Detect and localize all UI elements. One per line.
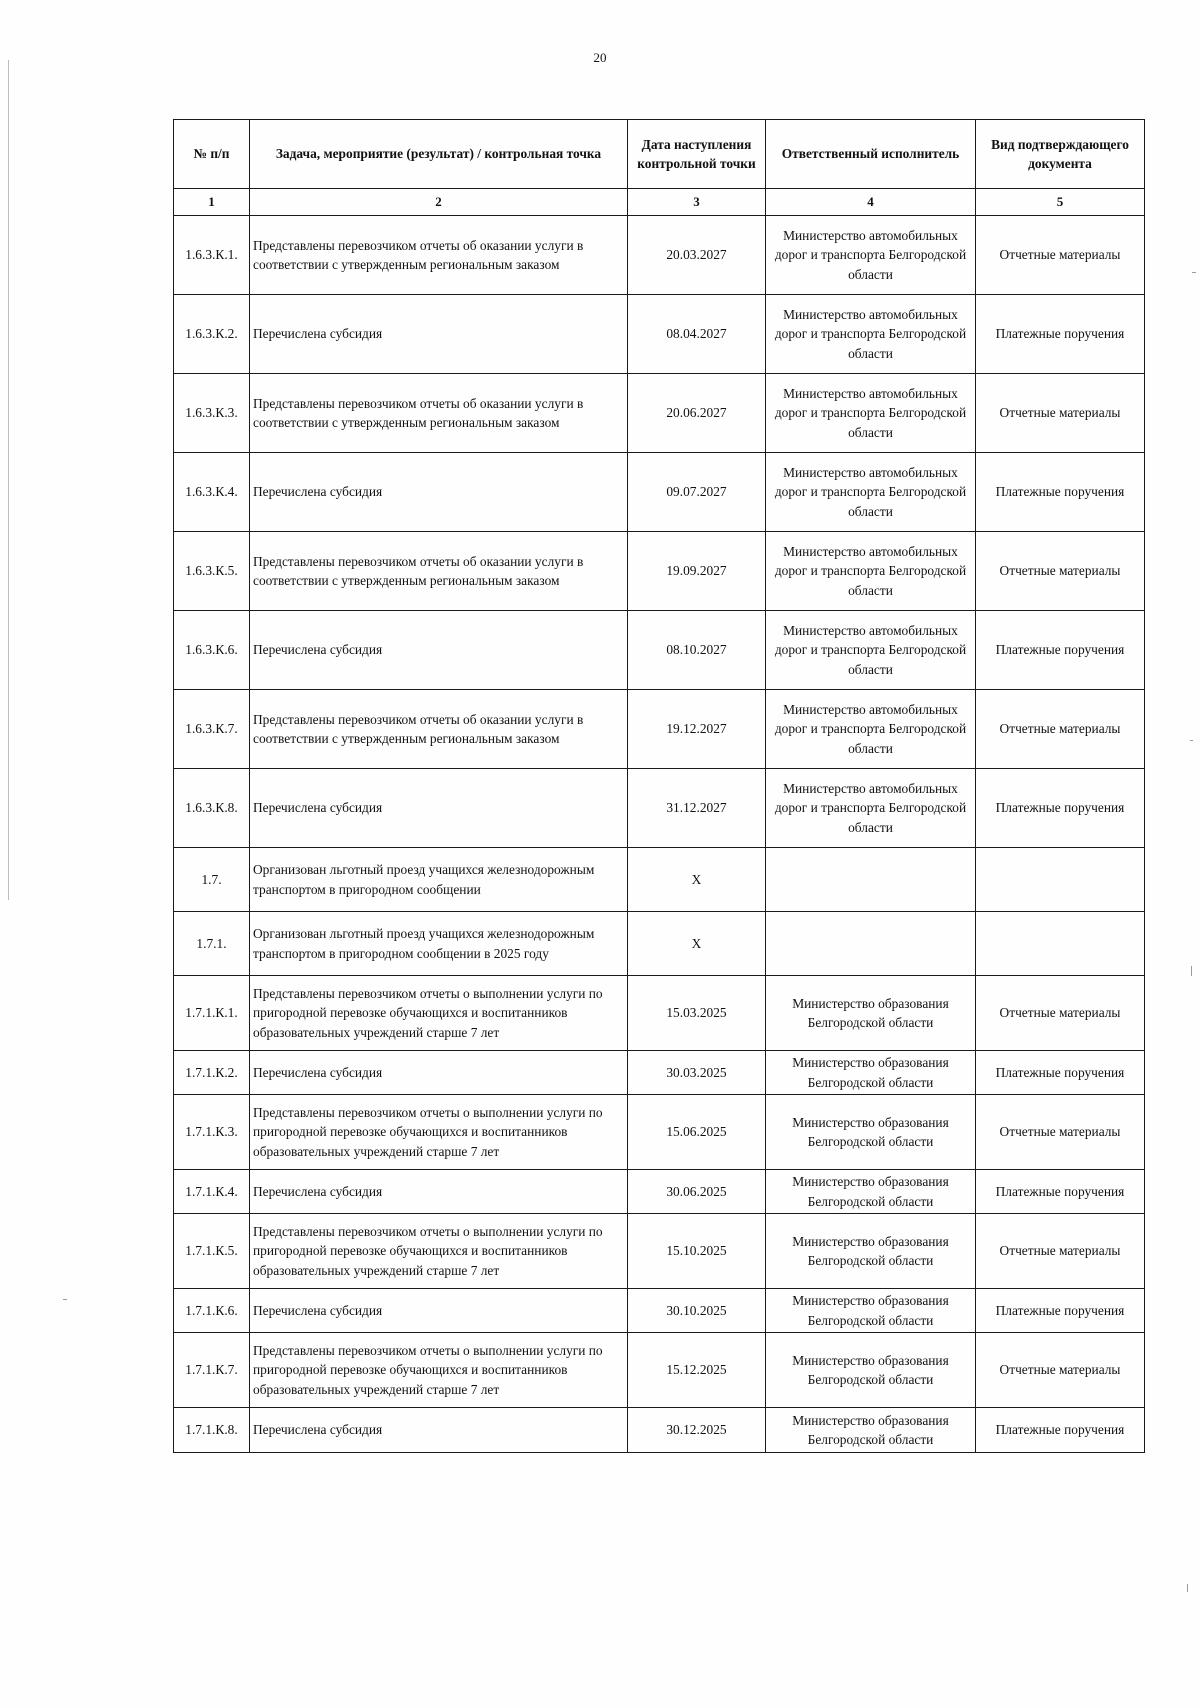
table-row: [174, 453, 1145, 532]
table-row: [174, 1170, 1145, 1214]
row-task: Перечислена субсидия: [250, 1289, 628, 1333]
row-task: Представлены перевозчиком отчеты об оказании услуги в соответствии с утвержденным региональным заказом: [250, 216, 628, 295]
row-date: 08.04.2027: [628, 295, 766, 374]
row-date: 15.03.2025: [628, 976, 766, 1051]
row-responsible: Министерство образования Белгородской области: [766, 1289, 976, 1333]
table-row: [174, 532, 1145, 611]
table-row: [174, 769, 1145, 848]
column-number: 4: [766, 189, 976, 216]
row-task: Перечислена субсидия: [250, 611, 628, 690]
row-number: 1.6.3.К.5.: [174, 532, 250, 611]
row-responsible: [766, 912, 976, 976]
row-document: Платежные поручения: [976, 295, 1145, 374]
row-document: Отчетные материалы: [976, 1095, 1145, 1170]
row-number: 1.6.3.К.1.: [174, 216, 250, 295]
table-row: [174, 912, 1145, 976]
row-document: Отчетные материалы: [976, 532, 1145, 611]
row-number: 1.7.: [174, 848, 250, 912]
row-number: 1.7.1.К.5.: [174, 1214, 250, 1289]
row-task: Представлены перевозчиком отчеты об оказании услуги в соответствии с утвержденным региональным заказом: [250, 690, 628, 769]
row-number: 1.6.3.К.2.: [174, 295, 250, 374]
header-responsible: Ответственный исполнитель: [766, 120, 976, 189]
table-row: [174, 1214, 1145, 1289]
row-responsible: Министерство образования Белгородской области: [766, 1095, 976, 1170]
column-number: 3: [628, 189, 766, 216]
row-document: Платежные поручения: [976, 1408, 1145, 1453]
row-responsible: Министерство образования Белгородской области: [766, 1214, 976, 1289]
row-date: 15.10.2025: [628, 1214, 766, 1289]
row-task: Организован льготный проезд учащихся железнодорожным транспортом в пригородном сообщении: [250, 848, 628, 912]
row-number: 1.7.1.К.6.: [174, 1289, 250, 1333]
table-row: [174, 1289, 1145, 1333]
table-row: [174, 848, 1145, 912]
row-responsible: Министерство автомобильных дорог и транспорта Белгородской области: [766, 216, 976, 295]
table-row: [174, 611, 1145, 690]
scan-speck: [1191, 966, 1192, 976]
row-number: 1.7.1.К.2.: [174, 1051, 250, 1095]
row-task: Представлены перевозчиком отчеты о выполнении услуги по пригородной перевозке обучающихся и воспитанников образовательных учреждений старше 7 лет: [250, 1333, 628, 1408]
row-responsible: Министерство автомобильных дорог и транспорта Белгородской области: [766, 690, 976, 769]
row-task: Представлены перевозчиком отчеты о выполнении услуги по пригородной перевозке обучающихся и воспитанников образовательных учреждений старше 7 лет: [250, 1095, 628, 1170]
row-task: Представлены перевозчиком отчеты об оказании услуги в соответствии с утвержденным региональным заказом: [250, 374, 628, 453]
row-responsible: Министерство автомобильных дорог и транспорта Белгородской области: [766, 769, 976, 848]
header-date: Дата наступления контрольной точки: [628, 120, 766, 189]
row-date: 15.12.2025: [628, 1333, 766, 1408]
table-row: [174, 374, 1145, 453]
table-row: [174, 690, 1145, 769]
row-task: Представлены перевозчиком отчеты о выполнении услуги по пригородной перевозке обучающихся и воспитанников образовательных учреждений старше 7 лет: [250, 976, 628, 1051]
scan-speck: [1190, 740, 1193, 741]
row-responsible: Министерство образования Белгородской области: [766, 1170, 976, 1214]
row-document: Платежные поручения: [976, 611, 1145, 690]
row-number: 1.6.3.К.4.: [174, 453, 250, 532]
row-responsible: [766, 848, 976, 912]
row-document: Отчетные материалы: [976, 216, 1145, 295]
header-task: Задача, мероприятие (результат) / контрольная точка: [250, 120, 628, 189]
row-document: Отчетные материалы: [976, 374, 1145, 453]
header-document: Вид подтверждающего документа: [976, 120, 1145, 189]
scan-speck: [1187, 1584, 1188, 1592]
row-responsible: Министерство образования Белгородской области: [766, 1408, 976, 1453]
table-row: [174, 976, 1145, 1051]
row-task: Представлены перевозчиком отчеты об оказании услуги в соответствии с утвержденным региональным заказом: [250, 532, 628, 611]
scan-edge-line: [8, 60, 9, 900]
row-task: Перечислена субсидия: [250, 295, 628, 374]
row-date: 15.06.2025: [628, 1095, 766, 1170]
row-task: Перечислена субсидия: [250, 769, 628, 848]
table-row: [174, 1051, 1145, 1095]
row-number: 1.6.3.К.8.: [174, 769, 250, 848]
column-number: 1: [174, 189, 250, 216]
row-date: X: [628, 912, 766, 976]
column-number: 2: [250, 189, 628, 216]
row-document: [976, 912, 1145, 976]
table-header-row: [174, 120, 1145, 189]
row-document: Платежные поручения: [976, 1289, 1145, 1333]
row-number: 1.6.3.К.3.: [174, 374, 250, 453]
row-responsible: Министерство автомобильных дорог и транспорта Белгородской области: [766, 374, 976, 453]
row-document: Платежные поручения: [976, 1051, 1145, 1095]
row-task: Перечислена субсидия: [250, 1170, 628, 1214]
column-number-row: [174, 189, 1145, 216]
row-document: Отчетные материалы: [976, 690, 1145, 769]
row-document: Платежные поручения: [976, 453, 1145, 532]
row-responsible: Министерство автомобильных дорог и транспорта Белгородской области: [766, 453, 976, 532]
row-date: 31.12.2027: [628, 769, 766, 848]
row-date: X: [628, 848, 766, 912]
row-date: 30.10.2025: [628, 1289, 766, 1333]
row-document: [976, 848, 1145, 912]
control-points-table: [173, 119, 1145, 1453]
row-date: 20.03.2027: [628, 216, 766, 295]
row-date: 30.03.2025: [628, 1051, 766, 1095]
row-number: 1.7.1.К.8.: [174, 1408, 250, 1453]
row-number: 1.7.1.: [174, 912, 250, 976]
row-number: 1.7.1.К.1.: [174, 976, 250, 1051]
table-row: [174, 1408, 1145, 1453]
row-number: 1.6.3.К.6.: [174, 611, 250, 690]
table-row: [174, 1095, 1145, 1170]
row-responsible: Министерство автомобильных дорог и транспорта Белгородской области: [766, 295, 976, 374]
row-date: 30.06.2025: [628, 1170, 766, 1214]
table-row: [174, 295, 1145, 374]
row-task: Перечислена субсидия: [250, 453, 628, 532]
row-date: 19.09.2027: [628, 532, 766, 611]
row-responsible: Министерство образования Белгородской области: [766, 1333, 976, 1408]
row-number: 1.7.1.К.4.: [174, 1170, 250, 1214]
row-document: Отчетные материалы: [976, 1214, 1145, 1289]
row-number: 1.7.1.К.3.: [174, 1095, 250, 1170]
row-task: Организован льготный проезд учащихся железнодорожным транспортом в пригородном сообщении в 2025 году: [250, 912, 628, 976]
row-date: 19.12.2027: [628, 690, 766, 769]
table-row: [174, 216, 1145, 295]
scan-speck: [63, 1299, 67, 1300]
row-date: 08.10.2027: [628, 611, 766, 690]
row-responsible: Министерство автомобильных дорог и транспорта Белгородской области: [766, 532, 976, 611]
row-responsible: Министерство образования Белгородской области: [766, 976, 976, 1051]
row-document: Отчетные материалы: [976, 976, 1145, 1051]
row-document: Платежные поручения: [976, 1170, 1145, 1214]
header-number: № п/п: [174, 120, 250, 189]
row-responsible: Министерство образования Белгородской области: [766, 1051, 976, 1095]
row-document: Платежные поручения: [976, 769, 1145, 848]
row-task: Представлены перевозчиком отчеты о выполнении услуги по пригородной перевозке обучающихся и воспитанников образовательных учреждений старше 7 лет: [250, 1214, 628, 1289]
row-task: Перечислена субсидия: [250, 1408, 628, 1453]
row-task: Перечислена субсидия: [250, 1051, 628, 1095]
row-number: 1.7.1.К.7.: [174, 1333, 250, 1408]
scan-speck: [1192, 272, 1196, 273]
column-number: 5: [976, 189, 1145, 216]
row-number: 1.6.3.К.7.: [174, 690, 250, 769]
page-number: 20: [593, 50, 607, 65]
row-date: 09.07.2027: [628, 453, 766, 532]
row-date: 20.06.2027: [628, 374, 766, 453]
row-document: Отчетные материалы: [976, 1333, 1145, 1408]
table-row: [174, 1333, 1145, 1408]
row-date: 30.12.2025: [628, 1408, 766, 1453]
row-responsible: Министерство автомобильных дорог и транспорта Белгородской области: [766, 611, 976, 690]
